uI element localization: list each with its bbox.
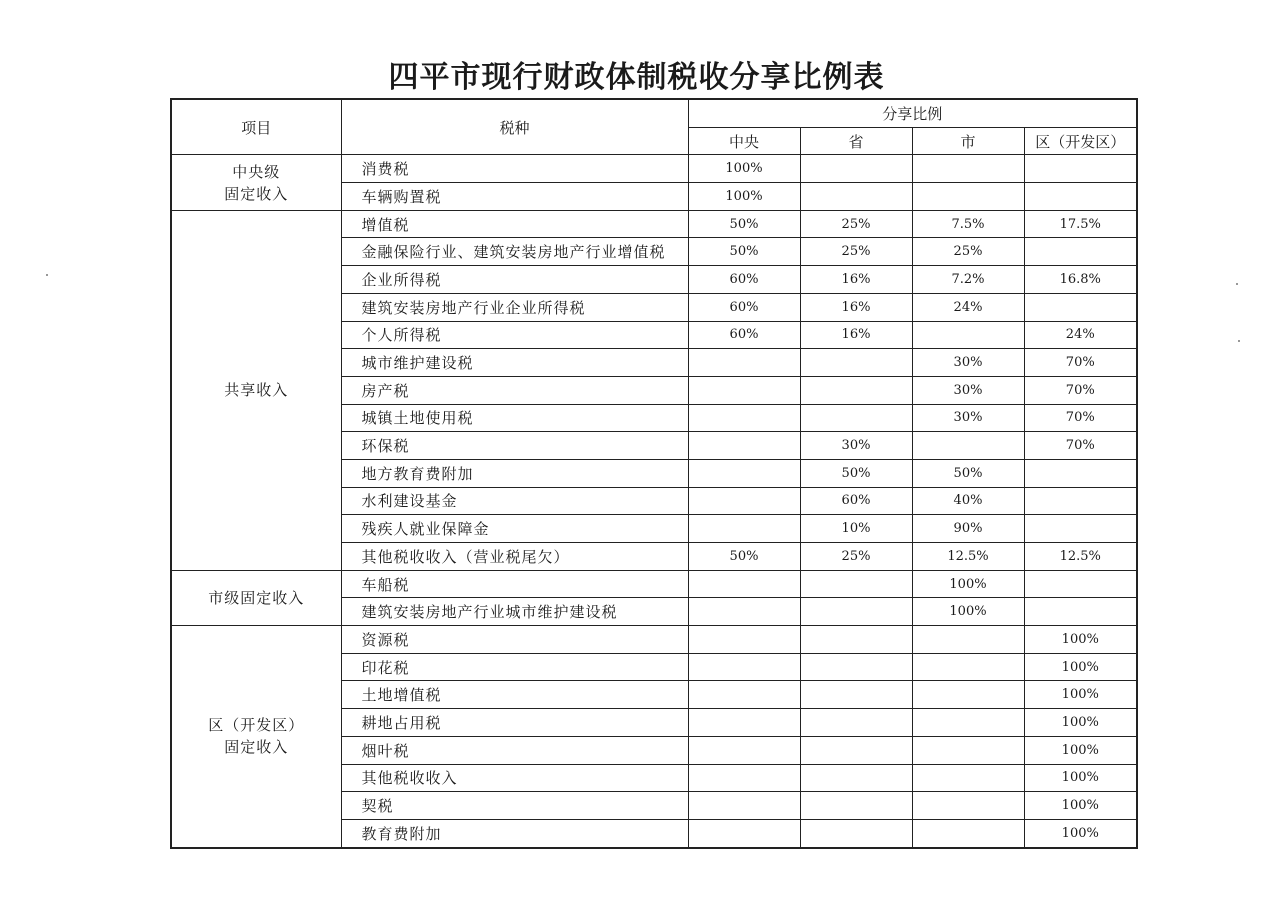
header-item: 项目 — [171, 99, 341, 155]
share-district-cell: 70% — [1024, 349, 1137, 377]
share-city-cell — [912, 681, 1024, 709]
share-province-cell: 25% — [800, 543, 912, 571]
scan-speck — [46, 274, 48, 276]
share-province-cell: 16% — [800, 293, 912, 321]
tax-name-cell: 契税 — [341, 792, 688, 820]
share-district-cell — [1024, 293, 1137, 321]
category-cell — [171, 626, 341, 848]
share-city-cell — [912, 792, 1024, 820]
share-central-cell: 100% — [688, 155, 800, 183]
share-district-cell: 70% — [1024, 404, 1137, 432]
share-province-cell — [800, 626, 912, 654]
share-district-cell — [1024, 459, 1137, 487]
share-district-cell: 70% — [1024, 432, 1137, 460]
tax-name-cell: 残疾人就业保障金 — [341, 515, 688, 543]
share-city-cell: 24% — [912, 293, 1024, 321]
share-city-cell: 30% — [912, 376, 1024, 404]
header-district: 区（开发区） — [1024, 127, 1137, 155]
tax-name-cell: 印花税 — [341, 653, 688, 681]
share-city-cell: 12.5% — [912, 543, 1024, 571]
share-central-cell — [688, 487, 800, 515]
share-city-cell — [912, 736, 1024, 764]
share-city-cell: 25% — [912, 238, 1024, 266]
scan-speck — [1236, 283, 1238, 285]
header-central: 中央 — [688, 127, 800, 155]
share-district-cell: 100% — [1024, 792, 1137, 820]
share-central-cell: 60% — [688, 266, 800, 294]
tax-name-cell: 水利建设基金 — [341, 487, 688, 515]
share-province-cell: 60% — [800, 487, 912, 515]
category-label: 固定收入 — [224, 184, 289, 203]
tax-name-cell: 其他税收收入 — [341, 764, 688, 792]
share-city-cell — [912, 183, 1024, 211]
share-province-cell — [800, 764, 912, 792]
share-province-cell: 25% — [800, 210, 912, 238]
share-province-cell — [800, 183, 912, 211]
share-central-cell: 50% — [688, 543, 800, 571]
tax-name-cell: 车辆购置税 — [341, 183, 688, 211]
share-province-cell: 30% — [800, 432, 912, 460]
share-province-cell: 50% — [800, 459, 912, 487]
share-city-cell: 7.5% — [912, 210, 1024, 238]
share-province-cell — [800, 681, 912, 709]
share-province-cell: 16% — [800, 321, 912, 349]
category-label: 中央级 — [232, 162, 281, 181]
share-city-cell: 30% — [912, 404, 1024, 432]
share-district-cell — [1024, 487, 1137, 515]
share-central-cell — [688, 404, 800, 432]
category-label: 共享收入 — [224, 381, 289, 400]
share-province-cell: 16% — [800, 266, 912, 294]
share-central-cell — [688, 709, 800, 737]
share-central-cell — [688, 653, 800, 681]
share-central-cell — [688, 459, 800, 487]
share-central-cell: 50% — [688, 210, 800, 238]
scan-speck — [1238, 340, 1240, 342]
share-central-cell — [688, 598, 800, 626]
share-central-cell: 60% — [688, 293, 800, 321]
tax-name-cell: 资源税 — [341, 626, 688, 654]
tax-share-table — [170, 98, 1138, 849]
category-label: 固定收入 — [224, 738, 289, 757]
share-city-cell — [912, 709, 1024, 737]
share-district-cell: 12.5% — [1024, 543, 1137, 571]
share-province-cell: 25% — [800, 238, 912, 266]
table-body — [171, 155, 1137, 848]
share-city-cell — [912, 321, 1024, 349]
tax-name-cell: 城镇土地使用税 — [341, 404, 688, 432]
share-province-cell — [800, 570, 912, 598]
header-city: 市 — [912, 127, 1024, 155]
share-district-cell: 100% — [1024, 653, 1137, 681]
share-district-cell: 100% — [1024, 626, 1137, 654]
share-district-cell — [1024, 598, 1137, 626]
tax-name-cell: 教育费附加 — [341, 819, 688, 847]
share-central-cell — [688, 376, 800, 404]
share-central-cell — [688, 432, 800, 460]
header-province: 省 — [800, 127, 912, 155]
category-label: 市级固定收入 — [208, 588, 305, 607]
tax-name-cell: 车船税 — [341, 570, 688, 598]
page-title: 四平市现行财政体制税收分享比例表 — [388, 60, 885, 95]
share-province-cell — [800, 792, 912, 820]
share-province-cell — [800, 376, 912, 404]
share-central-cell — [688, 515, 800, 543]
share-city-cell: 30% — [912, 349, 1024, 377]
share-province-cell — [800, 155, 912, 183]
table-row — [171, 210, 1137, 238]
share-central-cell: 100% — [688, 183, 800, 211]
share-central-cell — [688, 792, 800, 820]
share-province-cell — [800, 598, 912, 626]
share-province-cell — [800, 819, 912, 847]
tax-name-cell: 建筑安装房地产行业企业所得税 — [341, 293, 688, 321]
share-province-cell — [800, 709, 912, 737]
share-central-cell: 50% — [688, 238, 800, 266]
tax-name-cell: 其他税收收入（营业税尾欠） — [341, 543, 688, 571]
share-city-cell: 50% — [912, 459, 1024, 487]
share-central-cell — [688, 681, 800, 709]
tax-name-cell: 烟叶税 — [341, 736, 688, 764]
header-ratio: 分享比例 — [688, 99, 1137, 127]
category-label: 区（开发区） — [208, 716, 305, 735]
tax-name-cell: 城市维护建设税 — [341, 349, 688, 377]
share-city-cell: 90% — [912, 515, 1024, 543]
tax-name-cell: 消费税 — [341, 155, 688, 183]
share-district-cell: 100% — [1024, 681, 1137, 709]
share-city-cell — [912, 432, 1024, 460]
share-district-cell — [1024, 570, 1137, 598]
share-district-cell: 16.8% — [1024, 266, 1137, 294]
tax-name-cell: 地方教育费附加 — [341, 459, 688, 487]
tax-name-cell: 金融保险行业、建筑安装房地产行业增值税 — [341, 238, 688, 266]
share-district-cell: 100% — [1024, 819, 1137, 847]
table-row — [171, 626, 1137, 654]
table-row — [171, 570, 1137, 598]
share-central-cell — [688, 570, 800, 598]
tax-name-cell: 个人所得税 — [341, 321, 688, 349]
share-province-cell: 10% — [800, 515, 912, 543]
share-city-cell — [912, 155, 1024, 183]
share-district-cell — [1024, 183, 1137, 211]
tax-name-cell: 增值税 — [341, 210, 688, 238]
share-province-cell — [800, 349, 912, 377]
share-district-cell: 70% — [1024, 376, 1137, 404]
tax-name-cell: 建筑安装房地产行业城市维护建设税 — [341, 598, 688, 626]
share-city-cell: 7.2% — [912, 266, 1024, 294]
share-city-cell: 100% — [912, 598, 1024, 626]
share-district-cell: 17.5% — [1024, 210, 1137, 238]
category-cell — [171, 155, 341, 210]
share-province-cell — [800, 404, 912, 432]
share-district-cell: 100% — [1024, 709, 1137, 737]
share-city-cell — [912, 819, 1024, 847]
share-district-cell: 24% — [1024, 321, 1137, 349]
header-tax: 税种 — [341, 99, 688, 155]
share-city-cell: 40% — [912, 487, 1024, 515]
category-cell — [171, 210, 341, 570]
share-city-cell — [912, 626, 1024, 654]
share-city-cell — [912, 653, 1024, 681]
share-central-cell — [688, 626, 800, 654]
share-district-cell: 100% — [1024, 736, 1137, 764]
share-city-cell: 100% — [912, 570, 1024, 598]
share-district-cell: 100% — [1024, 764, 1137, 792]
share-district-cell — [1024, 238, 1137, 266]
tax-name-cell: 房产税 — [341, 376, 688, 404]
tax-name-cell: 环保税 — [341, 432, 688, 460]
tax-name-cell: 土地增值税 — [341, 681, 688, 709]
share-province-cell — [800, 653, 912, 681]
share-central-cell — [688, 819, 800, 847]
share-central-cell — [688, 349, 800, 377]
tax-name-cell: 企业所得税 — [341, 266, 688, 294]
share-central-cell: 60% — [688, 321, 800, 349]
table-row — [171, 155, 1137, 183]
share-district-cell — [1024, 515, 1137, 543]
share-central-cell — [688, 764, 800, 792]
tax-name-cell: 耕地占用税 — [341, 709, 688, 737]
share-central-cell — [688, 736, 800, 764]
share-district-cell — [1024, 155, 1137, 183]
share-city-cell — [912, 764, 1024, 792]
share-province-cell — [800, 736, 912, 764]
category-cell — [171, 570, 341, 625]
